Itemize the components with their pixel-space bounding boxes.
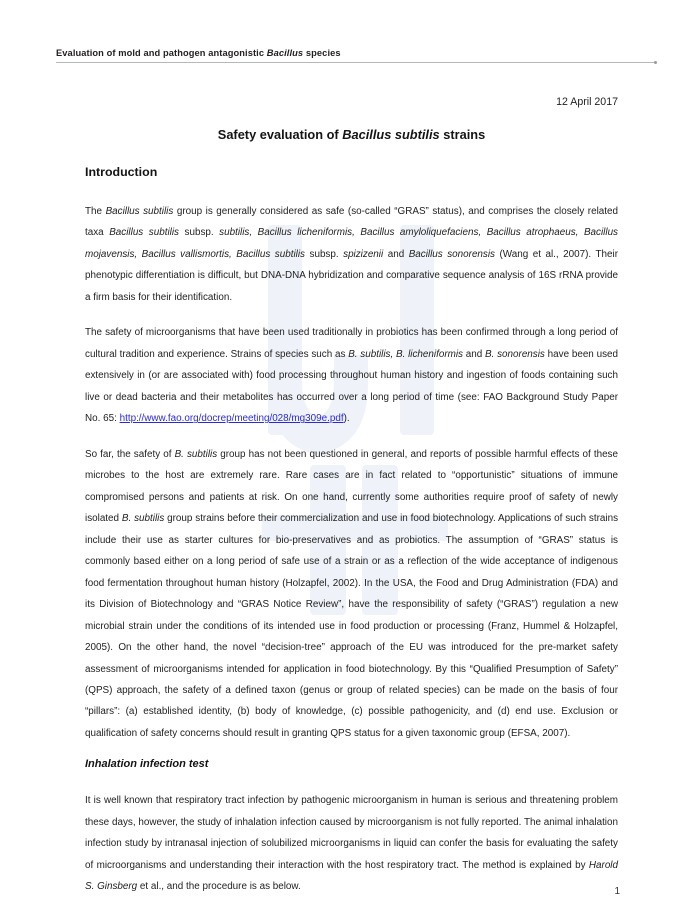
italic-term: spizizenii <box>343 248 384 260</box>
text-run: et al., and the procedure is as below. <box>137 881 301 893</box>
italic-term: subtilis, Bacillus licheniformis, Bacillus amyloliquefaciens, Bacillus atrophaeus, Bacillus mojavensis, Bacillus vallismortis, Bacillus subtilis <box>85 227 618 260</box>
text-run: group strains before their commercialization and use in food biotechnology. Applications of such strains include their use as starter cultures for bio-preservatives and as probiotics. The assumption of “GRAS” status is commonly based either on a long period of safe use of a strain or as a reflection of the wide acceptance of indigenous food fermentation throughout human history (Holzapfel, 2002). In the USA, the Food and Drug Administration (FDA) and its Division of Biotechnology and “GRAS Notice Review”, have the responsibility of safety (“GRAS”) regulation a new microbial strain under the conditions of its intended use in food production or processing (Franz, Hummel & Holzapfel, 2005). On the other hand, the novel “decision-tree” approach of the EU was introduced for the pre-market safety assessment of microorganisms intended for application in food biotechnology. By this “Qualified Presumption of Safety” (QPS) approach, the safety of a defined taxon (genus or group of related species) can be made on the basis of four “pillars”: (a) established identity, (b) body of knowledge, (c) possible pathogenicity, and (d) end use. Exclusion or qualification of safety concerns should result in granting QPS status for a given taxonomic group (EFSA, 2007). <box>85 513 619 739</box>
text-run: So far, the safety of <box>85 448 175 460</box>
running-header-prefix: Evaluation of mold and pathogen antagonistic <box>56 48 267 58</box>
running-header-title <box>56 48 656 59</box>
italic-term: B. subtilis, B. licheniformis <box>348 348 463 360</box>
document-title-prefix: Safety evaluation of <box>217 126 343 142</box>
text-run: group is generally considered as safe (so-called “GRAS” status), and comprises the closely related taxa <box>85 205 618 239</box>
running-header <box>56 48 656 63</box>
external-link[interactable]: http://www.fao.org/docrep/meeting/028/mg309e.pdf <box>119 413 344 425</box>
italic-term: Bacillus subtilis <box>105 205 174 217</box>
document-title-species: Bacillus subtilis <box>342 126 440 142</box>
running-header-genus: Bacillus <box>266 48 304 58</box>
text-run: group has not been questioned in general, and reports of possible harmful effects of these microbes to the host are extremely rare. Rare cases are in fact related to “opportunistic” situations of immune compromised persons and patients at risk. On one hand, currently some authorities require proof of safety of newly isolated <box>85 448 618 525</box>
document-body <box>85 96 618 898</box>
text-run: The safety of microorganisms that have been used traditionally in probiotics has been confirmed through a long period of cultural tradition and experience. Strains of species such as <box>85 327 618 360</box>
text-run: subsp. <box>305 248 344 260</box>
text-run: and <box>383 248 409 260</box>
italic-term: B. subtilis <box>174 448 218 460</box>
paragraph-p4 <box>85 790 618 897</box>
paragraph-p1 <box>85 201 618 308</box>
document-title <box>85 127 618 144</box>
italic-term: B. subtilis <box>121 513 165 525</box>
running-header-suffix: species <box>303 48 341 58</box>
italic-term: Bacillus subtilis <box>109 227 179 239</box>
page-number: 1 <box>614 886 620 897</box>
paragraph-p3 <box>85 444 618 745</box>
section-heading-inhalation-infection-test: Inhalation infection test <box>85 758 209 771</box>
text-run: It is well known that respiratory tract infection by pathogenic microorganism in human is serious and threatening problem these days, however, the study of inhalation infection caused by microorganism is not fully reported. The animal inhalation infection study by intranasal injection of solubilized microorganisms in liquid can confer the basis for evaluating the safety of microorganisms and understanding their interaction with the host respiratory tract. The method is explained by <box>85 795 618 871</box>
italic-term: B. sonorensis <box>485 348 545 360</box>
text-run: ). <box>343 413 350 425</box>
header-divider <box>56 62 656 63</box>
text-run: The <box>85 205 106 217</box>
italic-term: Harold S. Ginsberg <box>85 859 618 893</box>
document-date: 12 April 2017 <box>556 96 618 108</box>
section-heading-introduction: Introduction <box>85 165 158 180</box>
text-run: (Wang et al., 2007). Their phenotypic differentiation is difficult, but DNA-DNA hybridization and comparative sequence analysis of 16S rRNA provide a firm basis for their identification. <box>85 248 618 303</box>
text-run: subsp. <box>178 227 220 239</box>
text-run: and <box>462 348 486 360</box>
document-title-suffix: strains <box>439 126 486 142</box>
text-run: have been used extensively in (or are associated with) food processing throughout human history and ingestion of foods containing such live or dead bacteria and their metabolites has occurred over a long period of time (see: FAO Background Study Paper No. 65: <box>85 348 618 425</box>
italic-term: Bacillus sonorensis <box>408 248 495 260</box>
paragraph-p2 <box>85 322 618 429</box>
